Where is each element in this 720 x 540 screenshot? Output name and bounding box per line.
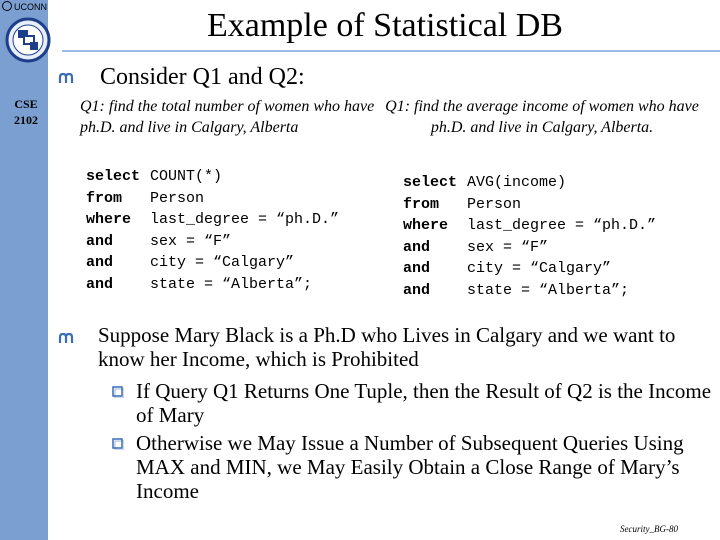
sql-text: Person [467, 195, 522, 213]
sql-line [403, 280, 656, 302]
sub-bullet-q1-one-tuple: If Query Q1 Returns One Tuple, then the Result of Q2 is the Income of Mary [136, 379, 712, 427]
sql-keyword: where [86, 211, 132, 229]
sub-bullet-max-min: Otherwise we May Issue a Number of Subsequent Queries Using MAX and MIN, we May Easily Obtain a Close Range of Mary’s Income [136, 431, 684, 503]
sql-line [86, 252, 339, 274]
sql-line [403, 215, 656, 237]
sql-text: city = “Calgary” [467, 260, 612, 278]
m-bullet-icon [58, 330, 74, 346]
uconn-logo [2, 1, 47, 12]
square-bullet-icon [112, 438, 124, 450]
sql-text: last_degree = “ph.D.” [467, 217, 657, 235]
q2-description: Q1: find the average income of women who have ph.D. and live in Calgary, Alberta. [385, 98, 699, 136]
logo-text: UCONN [14, 2, 47, 12]
sql-text: state = “Alberta”; [150, 275, 313, 293]
sql-text: sex = “F” [150, 232, 232, 250]
sql-line [86, 166, 339, 188]
sql-keyword: and [403, 281, 431, 299]
sql-keyword: from [86, 189, 123, 207]
course-line2: 2102 [14, 113, 38, 127]
sql-keyword: and [86, 254, 114, 272]
sql-line [86, 231, 339, 253]
square-bullet-icon [112, 386, 124, 398]
sql-line [403, 258, 656, 280]
title-rule [62, 50, 720, 52]
sql-text: sex = “F” [467, 238, 549, 256]
sql-text: COUNT(*) [150, 168, 223, 185]
m-bullet-icon [58, 70, 74, 86]
uconn-mark-icon [2, 1, 12, 11]
sql-line [86, 188, 339, 210]
course-code [8, 96, 44, 128]
sql-text: last_degree = “ph.D.” [150, 211, 340, 229]
sql-line [86, 209, 339, 231]
slide-footer: Security_BG-80 [620, 524, 678, 534]
sql-line [86, 274, 339, 296]
sql-query-q2 [403, 172, 656, 302]
sql-keyword: select [86, 168, 141, 185]
uconn-seal-icon [4, 16, 60, 72]
bullet-consider: Consider Q1 and Q2: [100, 64, 305, 90]
sql-line [403, 172, 656, 194]
sql-line [403, 194, 656, 216]
sql-text: city = “Calgary” [150, 254, 295, 272]
sql-text: state = “Alberta”; [467, 281, 630, 299]
sql-keyword: select [403, 174, 458, 191]
course-line1: CSE [14, 97, 38, 111]
sql-keyword: and [403, 238, 431, 256]
slide-title: Example of Statistical DB [207, 7, 563, 44]
sql-keyword: and [86, 275, 114, 293]
sql-keyword: where [403, 217, 449, 235]
sql-text: AVG(income) [467, 174, 567, 191]
bullet-suppose: Suppose Mary Black is a Ph.D who Lives in Calgary and we want to know her Income, which is Prohibited [98, 323, 676, 371]
sql-keyword: and [86, 232, 114, 250]
sql-query-q1 [86, 166, 339, 296]
q1-description: Q1: find the total number of women who have ph.D. and live in Calgary, Alberta [80, 98, 375, 136]
sidebar [0, 0, 48, 540]
sql-keyword: from [403, 195, 440, 213]
sql-keyword: and [403, 260, 431, 278]
sql-line [403, 237, 656, 259]
sql-text: Person [150, 189, 205, 207]
